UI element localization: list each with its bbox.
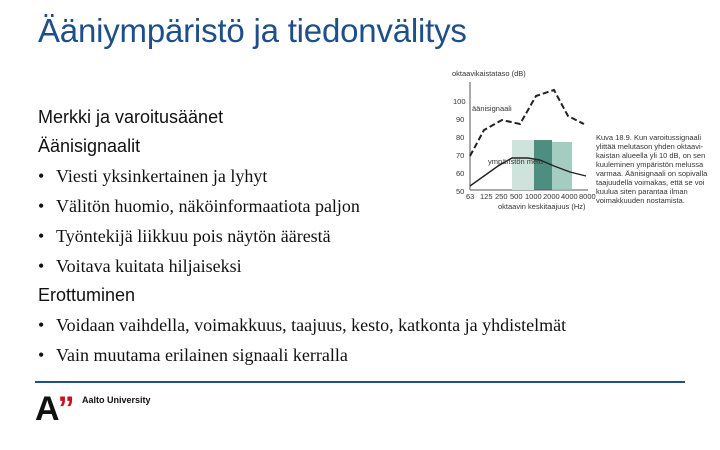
caption-line: voimakkuuden nostamista. bbox=[596, 196, 685, 205]
noise-label: ympäristön melu bbox=[488, 157, 544, 166]
figure-x-axis-label: oktaavin keskitaajuus (Hz) bbox=[498, 202, 586, 211]
bullet-text: Voidaan vaihdella, voimakkuus, taajuus, kesto, katkonta ja yhdistelmät bbox=[56, 315, 567, 335]
section-heading-signals-warning: Merkki ja varoitusäänet bbox=[38, 107, 224, 127]
logo-quote-mark: ” bbox=[57, 390, 73, 428]
logo-letter: A bbox=[35, 390, 58, 428]
bullet-dot: • bbox=[38, 345, 45, 365]
figure-x-ticks bbox=[466, 192, 596, 201]
footer-divider bbox=[35, 381, 685, 383]
signal-label: äänisignaali bbox=[472, 104, 512, 113]
y-tick-label: 50 bbox=[456, 187, 465, 196]
caption-line: kaistan alueella yli 10 dB, on sen bbox=[596, 151, 706, 160]
y-tick-label: 80 bbox=[456, 133, 465, 142]
bullet-text: Välitön huomio, näköinformaatiota paljon bbox=[56, 196, 360, 216]
slide-title: Ääniympäristö ja tiedonvälitys bbox=[38, 12, 467, 49]
y-tick-label: 100 bbox=[453, 97, 466, 106]
caption-line: Kuva 18.9. Kun varoitussignaali bbox=[596, 133, 702, 142]
bullet-item bbox=[38, 221, 698, 251]
x-tick-label: 63 bbox=[466, 192, 475, 201]
caption-line: ylittää melutason yhden oktaavi- bbox=[596, 142, 704, 151]
bullet-dot: • bbox=[38, 226, 45, 246]
bullet-item bbox=[38, 340, 698, 370]
x-tick-label: 125 bbox=[480, 192, 493, 201]
bullet-item bbox=[38, 251, 698, 281]
x-tick-label: 500 bbox=[510, 192, 523, 201]
caption-line: kuulua siten parantaa ilman bbox=[596, 187, 688, 196]
caption-line: varmaa. Äänisignaali on sopivalla bbox=[596, 169, 708, 178]
y-tick-label: 60 bbox=[456, 169, 465, 178]
bullet-dot: • bbox=[38, 166, 45, 186]
bullet-text: Vain muutama erilainen signaali kerralla bbox=[56, 345, 348, 365]
x-tick-label: 2000 bbox=[543, 192, 560, 201]
y-tick-label: 70 bbox=[456, 151, 465, 160]
bullet-dot: • bbox=[38, 315, 45, 335]
section-heading-audio-signals: Äänisignaalit bbox=[38, 136, 141, 156]
x-tick-label: 250 bbox=[495, 192, 508, 201]
bullet-text: Viesti yksinkertainen ja lyhyt bbox=[56, 166, 268, 186]
figure-y-ticks bbox=[453, 97, 466, 196]
section-heading-distinctness: Erottuminen bbox=[38, 285, 136, 305]
caption-line: taajuudella voimakas, että se voi bbox=[596, 178, 705, 187]
x-tick-label: 4000 bbox=[561, 192, 578, 201]
noise-signal-figure bbox=[440, 68, 708, 218]
bullet-text: Voitava kuitata hiljaiseksi bbox=[56, 256, 242, 276]
caption-line: kuuleminen ympäristön melussa bbox=[596, 160, 704, 169]
x-tick-label: 1000 bbox=[525, 192, 542, 201]
org-name: Aalto University bbox=[82, 395, 151, 405]
x-tick-label: 8000 bbox=[579, 192, 596, 201]
bullet-item bbox=[38, 310, 698, 340]
figure-y-axis-label: oktaavikaistataso (dB) bbox=[452, 69, 526, 78]
bullet-dot: • bbox=[38, 196, 45, 216]
bullet-dot: • bbox=[38, 256, 45, 276]
aalto-logo bbox=[35, 390, 151, 428]
bullet-text: Työntekijä liikkuu pois näytön äärestä bbox=[56, 226, 331, 246]
y-tick-label: 90 bbox=[456, 115, 465, 124]
